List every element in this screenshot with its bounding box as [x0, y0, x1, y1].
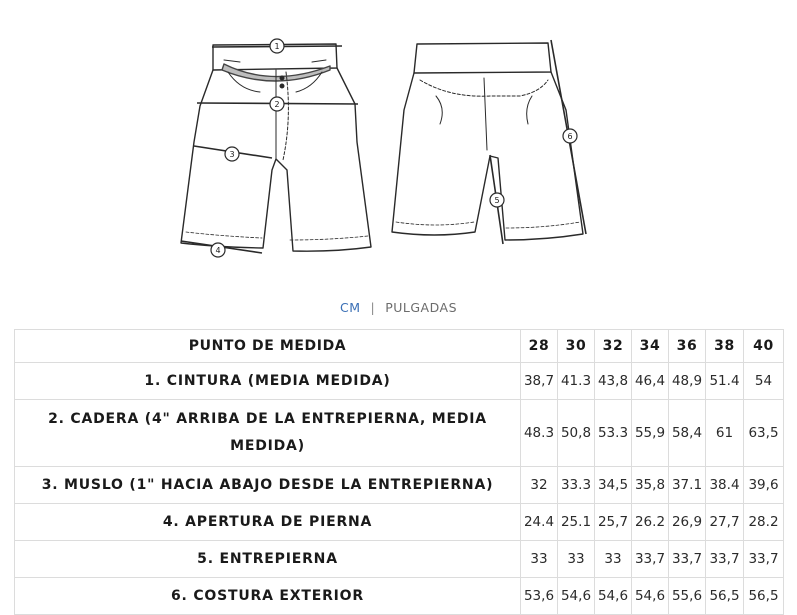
table-row	[15, 541, 784, 578]
svg-text:2: 2	[274, 100, 280, 109]
table-row	[15, 400, 784, 467]
svg-text:1: 1	[274, 42, 280, 51]
cell-value: 26,9	[669, 504, 706, 541]
marker-2	[270, 97, 284, 111]
cell-value: 33,7	[744, 541, 784, 578]
cell-value: 33.3	[558, 467, 595, 504]
cell-value: 34,5	[595, 467, 632, 504]
header-label: PUNTO DE MEDIDA	[15, 330, 521, 363]
cell-value: 26.2	[632, 504, 669, 541]
svg-text:4: 4	[215, 246, 221, 255]
cell-value: 37.1	[669, 467, 706, 504]
row-label: 1. CINTURA (MEDIA MEDIDA)	[15, 363, 521, 400]
size-header: 38	[706, 330, 744, 363]
table-row	[15, 363, 784, 400]
cell-value: 28.2	[744, 504, 784, 541]
size-header: 28	[521, 330, 558, 363]
cell-value: 39,6	[744, 467, 784, 504]
row-label: 3. MUSLO (1" HACIA ABAJO DESDE LA ENTREPIERNA)	[15, 467, 521, 504]
row-label: 6. COSTURA EXTERIOR	[15, 578, 521, 615]
marker-4	[211, 243, 225, 257]
cell-value: 33	[558, 541, 595, 578]
cell-value: 48,9	[669, 363, 706, 400]
cell-value: 54	[744, 363, 784, 400]
cell-value: 63,5	[744, 400, 784, 467]
cell-value: 53.3	[595, 400, 632, 467]
cell-value: 41.3	[558, 363, 595, 400]
cell-value: 46,4	[632, 363, 669, 400]
cell-value: 33	[521, 541, 558, 578]
table-row	[15, 578, 784, 615]
table-row	[15, 504, 784, 541]
cell-value: 54,6	[595, 578, 632, 615]
cell-value: 38,7	[521, 363, 558, 400]
cell-value: 50,8	[558, 400, 595, 467]
cell-value: 24.4	[521, 504, 558, 541]
unit-cm-option[interactable]: CM	[339, 300, 361, 315]
marker-5	[490, 193, 504, 207]
unit-inches-option[interactable]: PULGADAS	[385, 300, 457, 315]
row-label: 5. ENTREPIERNA	[15, 541, 521, 578]
cell-value: 55,9	[632, 400, 669, 467]
size-header: 32	[595, 330, 632, 363]
cell-value: 53,6	[521, 578, 558, 615]
svg-text:3: 3	[229, 150, 235, 159]
cell-value: 54,6	[632, 578, 669, 615]
table-row	[15, 467, 784, 504]
svg-text:6: 6	[567, 132, 573, 141]
cell-value: 58,4	[669, 400, 706, 467]
cell-value: 27,7	[706, 504, 744, 541]
cell-value: 54,6	[558, 578, 595, 615]
cell-value: 33	[595, 541, 632, 578]
marker-3	[225, 147, 239, 161]
cell-value: 48.3	[521, 400, 558, 467]
cell-value: 33,7	[706, 541, 744, 578]
cell-value: 43,8	[595, 363, 632, 400]
cell-value: 51.4	[706, 363, 744, 400]
shorts-measurement-diagram	[0, 0, 797, 290]
svg-text:5: 5	[494, 196, 500, 205]
cell-value: 25.1	[558, 504, 595, 541]
unit-toggle	[0, 300, 797, 315]
cell-value: 25,7	[595, 504, 632, 541]
cell-value: 35,8	[632, 467, 669, 504]
cell-value: 38.4	[706, 467, 744, 504]
unit-separator: |	[370, 300, 376, 315]
marker-1	[270, 39, 284, 53]
cell-value: 33,7	[632, 541, 669, 578]
size-chart-table	[14, 329, 784, 615]
marker-6	[563, 129, 577, 143]
row-label: 2. CADERA (4" ARRIBA DE LA ENTREPIERNA, MEDIA MEDIDA)	[15, 400, 521, 467]
cell-value: 56,5	[744, 578, 784, 615]
cell-value: 55,6	[669, 578, 706, 615]
row-label: 4. APERTURA DE PIERNA	[15, 504, 521, 541]
size-header: 36	[669, 330, 706, 363]
cell-value: 56,5	[706, 578, 744, 615]
back-view-drawing	[392, 43, 583, 240]
size-header: 34	[632, 330, 669, 363]
cell-value: 33,7	[669, 541, 706, 578]
size-header: 40	[744, 330, 784, 363]
cell-value: 61	[706, 400, 744, 467]
size-header: 30	[558, 330, 595, 363]
table-header-row	[15, 330, 784, 363]
cell-value: 32	[521, 467, 558, 504]
